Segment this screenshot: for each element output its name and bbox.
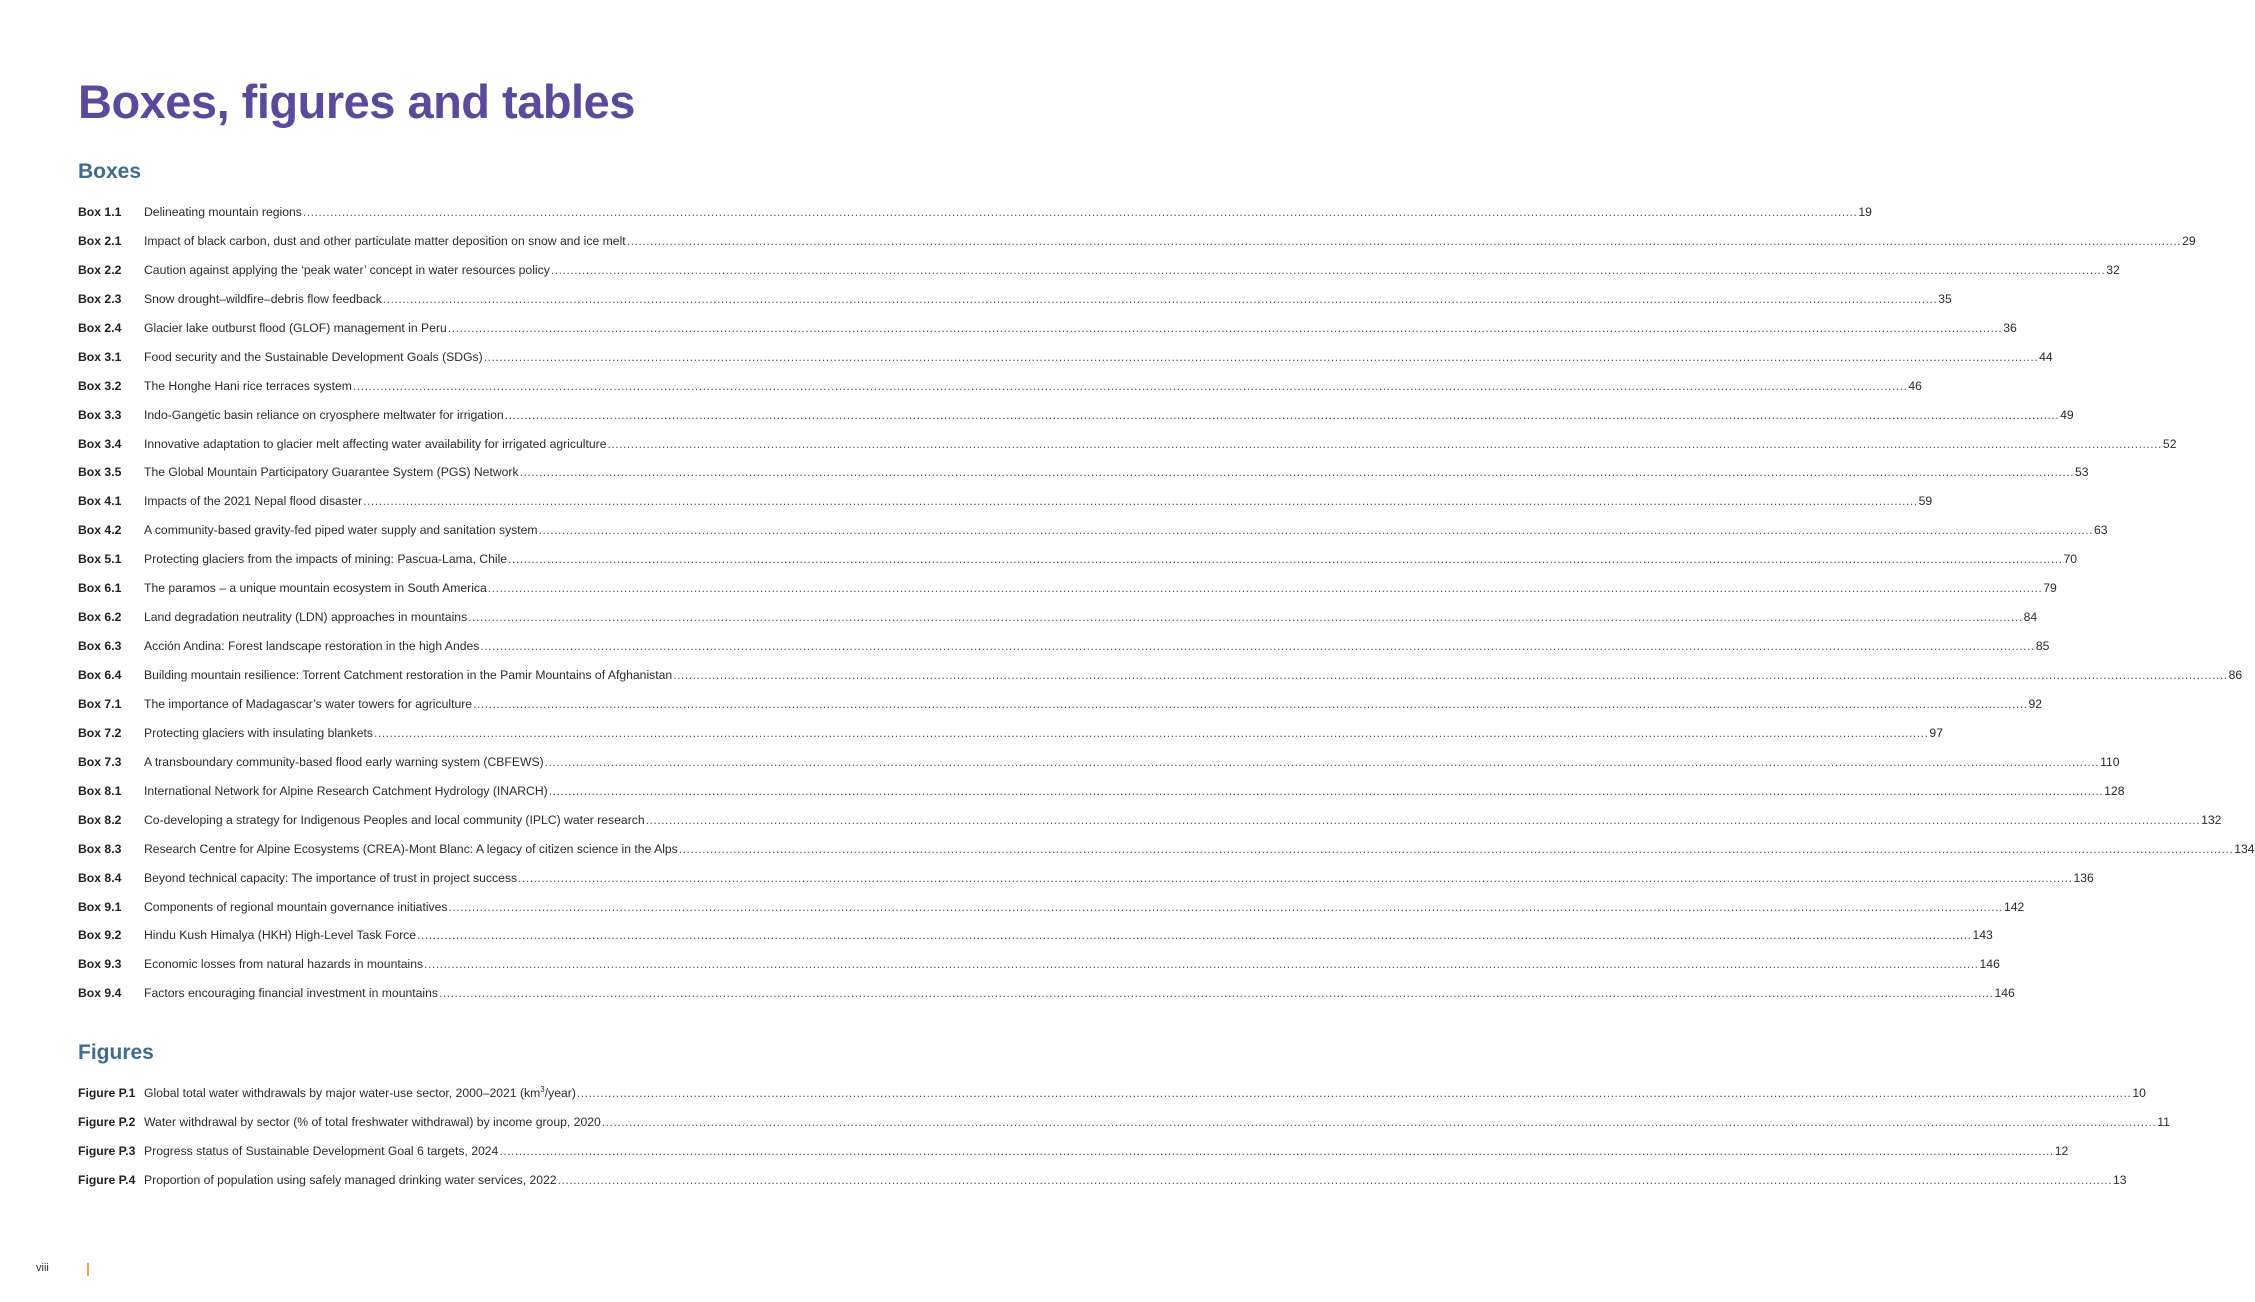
box-entry-page: 92 (2028, 696, 2043, 711)
dot-leader: ................................................................................................................................................................................................................................................................................................................................................................................................................ (487, 581, 2043, 596)
box-entry[interactable] (78, 203, 1872, 232)
box-entry-label: Box 8.2 (78, 812, 122, 827)
box-entry-title: Building mountain resilience: Torrent Catchment restoration in the Pamir Mountains of Afghanistan (144, 668, 673, 682)
box-entry-page: 70 (2063, 552, 2078, 567)
dot-leader: ................................................................................................................................................................................................................................................................................................................................................................................................................ (504, 407, 2060, 422)
box-entry-title: Research Centre for Alpine Ecosystems (CREA)-Mont Blanc: A legacy of citizen science in the Alps (144, 841, 678, 856)
box-entry[interactable] (78, 753, 2120, 782)
box-entry-label: Box 6.4 (78, 668, 122, 682)
box-entry-title: Indo-Gangetic basin reliance on cryosphere meltwater for irrigation (144, 407, 504, 422)
figure-entry-label: Figure P.4 (78, 1172, 136, 1187)
box-entry[interactable] (78, 637, 2050, 666)
dot-leader: ................................................................................................................................................................................................................................................................................................................................................................................................................ (508, 552, 2063, 567)
dot-leader: ................................................................................................................................................................................................................................................................................................................................................................................................................ (447, 320, 2003, 335)
box-entry-title: Innovative adaptation to glacier melt affecting water availability for irrigated agriculture (144, 436, 607, 451)
dot-leader: ................................................................................................................................................................................................................................................................................................................................................................................................................ (544, 754, 2100, 769)
box-entry[interactable] (78, 608, 2038, 637)
box-entry[interactable] (78, 550, 2078, 579)
figures-list (78, 1084, 2170, 1200)
dot-leader: ................................................................................................................................................................................................................................................................................................................................................................................................................ (363, 494, 1918, 509)
box-entry-page: 19 (1858, 205, 1872, 219)
dot-leader: ................................................................................................................................................................................................................................................................................................................................................................................................................ (645, 812, 2201, 827)
box-entry-title: Components of regional mountain governance initiatives (144, 899, 448, 914)
box-entry-label: Box 2.4 (78, 320, 122, 335)
box-entry[interactable] (78, 926, 1993, 955)
box-entry-page: 49 (2060, 407, 2074, 422)
box-entry-label: Box 9.4 (78, 986, 122, 1001)
box-entry-label: Box 6.2 (78, 610, 122, 625)
box-entry[interactable] (78, 984, 2015, 1013)
box-entry-page: 84 (2023, 610, 2038, 625)
dot-leader: ................................................................................................................................................................................................................................................................................................................................................................................................................ (417, 928, 1972, 943)
footer-accent-bar (87, 1263, 89, 1276)
box-entry[interactable] (78, 811, 2222, 840)
box-entry-title: Land degradation neutrality (LDN) approaches in mountains (144, 610, 468, 625)
box-entry-label: Box 3.5 (78, 465, 122, 480)
box-entry-page: 136 (2073, 870, 2094, 885)
dot-leader: ................................................................................................................................................................................................................................................................................................................................................................................................................ (439, 986, 1994, 1001)
box-entry-title: Protecting glaciers with insulating blankets (144, 725, 373, 740)
figure-entry-label: Figure P.3 (78, 1143, 136, 1158)
dot-leader: ................................................................................................................................................................................................................................................................................................................................................................................................................ (518, 870, 2073, 885)
box-entry-title: A community-based gravity-fed piped water supply and sanitation system (144, 523, 538, 538)
box-entry-label: Box 6.1 (78, 581, 122, 596)
box-entry[interactable] (78, 840, 2255, 869)
box-entry-label: Box 2.3 (78, 291, 122, 306)
box-entry-label: Box 9.2 (78, 928, 122, 943)
box-entry-page: 128 (2104, 783, 2125, 798)
page-title: Boxes, figures and tables (78, 75, 635, 128)
figure-entry-page: 11 (2157, 1114, 2170, 1129)
box-entry-title: Glacier lake outburst flood (GLOF) management in Peru (144, 320, 447, 335)
page-number: viii (36, 1262, 49, 1274)
box-entry[interactable] (78, 463, 2089, 492)
box-entry[interactable] (78, 955, 2000, 984)
box-entry-page: 46 (1908, 378, 1922, 393)
box-entry[interactable] (78, 290, 1952, 319)
box-entry-title: Co-developing a strategy for Indigenous Peoples and local community (IPLC) water research (144, 812, 645, 827)
box-entry[interactable] (78, 377, 1922, 406)
box-entry-page: 44 (2039, 349, 2053, 364)
box-entry-page: 59 (1918, 494, 1933, 509)
box-entry-page: 63 (2094, 523, 2108, 538)
figures-heading: Figures (78, 1041, 154, 1064)
figure-entry-title: Progress status of Sustainable Development Goal 6 targets, 2024 (144, 1143, 499, 1158)
box-entry-title: Beyond technical capacity: The importance of trust in project success (144, 870, 518, 885)
figure-entry-label: Figure P.2 (78, 1114, 136, 1129)
figure-entry-page: 12 (2054, 1143, 2069, 1158)
boxes-list (78, 203, 2255, 1013)
figure-entry-title: Global total water withdrawals by major water-use sector, 2000–2021 $(km^3/year)$ (144, 1084, 576, 1100)
box-entry[interactable] (78, 898, 2025, 927)
box-entry-title: Factors encouraging financial investment in mountains (144, 986, 439, 1001)
box-entry-label: Box 7.1 (78, 696, 122, 711)
box-entry-page: 29 (2182, 233, 2196, 248)
box-entry-label: Box 9.3 (78, 957, 122, 972)
box-entry-page: 85 (2035, 639, 2050, 654)
box-entry-page: 36 (2003, 320, 2017, 335)
figure-entry-page: 10 (2132, 1086, 2146, 1100)
box-entry-label: Box 4.2 (78, 523, 122, 538)
box-entry[interactable] (78, 695, 2043, 724)
dot-leader: ................................................................................................................................................................................................................................................................................................................................................................................................................ (382, 291, 1938, 306)
box-entry[interactable] (78, 521, 2108, 550)
box-entry-title: The Honghe Hani rice terraces system (144, 378, 352, 393)
box-entry[interactable] (78, 579, 2057, 608)
box-entry-page: 97 (1929, 725, 1943, 740)
box-entry-title: Impact of black carbon, dust and other particulate matter deposition on snow and ice melt (144, 233, 626, 248)
box-entry[interactable] (78, 319, 2017, 348)
dot-leader: ................................................................................................................................................................................................................................................................................................................................................................................................................ (548, 783, 2104, 798)
figure-entry-page: 13 (2113, 1172, 2127, 1187)
box-entry-page: 79 (2043, 581, 2057, 596)
dot-leader: ................................................................................................................................................................................................................................................................................................................................................................................................................ (480, 639, 2035, 654)
box-entry-title: Economic losses from natural hazards in mountains (144, 957, 424, 972)
figure-entry[interactable] (78, 1113, 2170, 1142)
dot-leader: ................................................................................................................................................................................................................................................................................................................................................................................................................ (576, 1086, 2132, 1100)
dot-leader: ................................................................................................................................................................................................................................................................................................................................................................................................................ (373, 725, 1929, 740)
box-entry-title: Snow drought–wildfire–debris flow feedback (144, 291, 382, 306)
figure-entry[interactable] (78, 1171, 2127, 1200)
box-entry-title: Acción Andina: Forest landscape restoration in the high Andes (144, 639, 480, 654)
box-entry[interactable] (78, 232, 2196, 261)
box-entry-label: Box 5.1 (78, 552, 122, 567)
box-entry-title: The Global Mountain Participatory Guarantee System (PGS) Network (144, 465, 519, 480)
box-entry[interactable] (78, 666, 2243, 695)
box-entry-page: 86 (2228, 668, 2243, 682)
figure-entry-label: Figure P.1 (78, 1086, 136, 1100)
box-entry[interactable] (78, 261, 2120, 290)
box-entry-title: Caution against applying the ‘peak water’ concept in water resources policy (144, 262, 550, 277)
dot-leader: ................................................................................................................................................................................................................................................................................................................................................................................................................ (448, 899, 2003, 914)
box-entry[interactable] (78, 724, 1943, 753)
dot-leader: ................................................................................................................................................................................................................................................................................................................................................................................................................ (424, 957, 1979, 972)
dot-leader: ................................................................................................................................................................................................................................................................................................................................................................................................................ (601, 1114, 2157, 1129)
boxes-heading: Boxes (78, 160, 142, 183)
box-entry-label: Box 7.3 (78, 754, 122, 769)
box-entry-label: Box 4.1 (78, 494, 122, 509)
box-entry-label: Box 3.4 (78, 436, 122, 451)
box-entry-page: 143 (1972, 928, 1993, 943)
box-entry-page: 142 (2003, 899, 2025, 914)
box-entry[interactable] (78, 435, 2177, 464)
box-entry-label: Box 1.1 (78, 205, 122, 219)
box-entry[interactable] (78, 348, 2053, 377)
dot-leader: ................................................................................................................................................................................................................................................................................................................................................................................................................ (302, 205, 1858, 219)
box-entry-page: 134 (2234, 841, 2255, 856)
dot-leader: ................................................................................................................................................................................................................................................................................................................................................................................................................ (352, 378, 1908, 393)
dot-leader: ................................................................................................................................................................................................................................................................................................................................................................................................................ (626, 233, 2182, 248)
figure-entry[interactable] (78, 1084, 2146, 1113)
box-entry-title: International Network for Alpine Research Catchment Hydrology (INARCH) (144, 783, 548, 798)
box-entry-label: Box 3.1 (78, 349, 122, 364)
box-entry-page: 52 (2162, 436, 2177, 451)
dot-leader: ................................................................................................................................................................................................................................................................................................................................................................................................................ (483, 349, 2039, 364)
dot-leader: ................................................................................................................................................................................................................................................................................................................................................................................................................ (499, 1143, 2054, 1158)
box-entry-title: Food security and the Sustainable Development Goals (SDGs) (144, 349, 483, 364)
figure-entry-title: Proportion of population using safely managed drinking water services, 2022 (144, 1172, 557, 1187)
dot-leader: ................................................................................................................................................................................................................................................................................................................................................................................................................ (673, 668, 2228, 682)
dot-leader: ................................................................................................................................................................................................................................................................................................................................................................................................................ (607, 436, 2162, 451)
dot-leader: ................................................................................................................................................................................................................................................................................................................................................................................................................ (538, 523, 2094, 538)
box-entry-label: Box 9.1 (78, 899, 122, 914)
dot-leader: ................................................................................................................................................................................................................................................................................................................................................................................................................ (468, 610, 2023, 625)
box-entry-page: 110 (2100, 754, 2120, 769)
box-entry-page: 53 (2075, 465, 2089, 480)
box-entry-label: Box 3.3 (78, 407, 122, 422)
box-entry-label: Box 8.1 (78, 783, 122, 798)
box-entry-title: The importance of Madagascar’s water towers for agriculture (144, 696, 473, 711)
box-entry-page: 35 (1938, 291, 1952, 306)
box-entry-page: 146 (1994, 986, 2015, 1001)
figure-entry-title: Water withdrawal by sector (% of total freshwater withdrawal) by income group, 2020 (144, 1114, 601, 1129)
box-entry-label: Box 2.2 (78, 262, 122, 277)
box-entry[interactable] (78, 869, 2094, 898)
figure-entry[interactable] (78, 1142, 2069, 1171)
box-entry[interactable] (78, 406, 2074, 435)
dot-leader: ................................................................................................................................................................................................................................................................................................................................................................................................................ (473, 696, 2028, 711)
box-entry-title: The paramos – a unique mountain ecosystem in South America (144, 581, 487, 596)
box-entry-label: Box 7.2 (78, 725, 122, 740)
superscript: 3 (540, 1084, 545, 1094)
box-entry-title: Impacts of the 2021 Nepal flood disaster (144, 494, 363, 509)
dot-leader: ................................................................................................................................................................................................................................................................................................................................................................................................................ (550, 262, 2106, 277)
box-entry-title: A transboundary community-based flood early warning system (CBFEWS) (144, 754, 544, 769)
box-entry-label: Box 8.3 (78, 841, 122, 856)
box-entry[interactable] (78, 782, 2125, 811)
box-entry-page: 146 (1979, 957, 2000, 972)
dot-leader: ................................................................................................................................................................................................................................................................................................................................................................................................................ (678, 841, 2234, 856)
box-entry-page: 132 (2201, 812, 2222, 827)
box-entry[interactable] (78, 492, 1933, 521)
box-entry-label: Box 3.2 (78, 378, 122, 393)
box-entry-label: Box 8.4 (78, 870, 122, 885)
box-entry-page: 32 (2106, 262, 2120, 277)
box-entry-label: Box 6.3 (78, 639, 122, 654)
dot-leader: ................................................................................................................................................................................................................................................................................................................................................................................................................ (557, 1172, 2113, 1187)
box-entry-title: Hindu Kush Himalya (HKH) High-Level Task Force (144, 928, 417, 943)
dot-leader: ................................................................................................................................................................................................................................................................................................................................................................................................................ (519, 465, 2075, 480)
box-entry-title: Protecting glaciers from the impacts of mining: Pascua-Lama, Chile (144, 552, 508, 567)
box-entry-title: Delineating mountain regions (144, 205, 302, 219)
box-entry-label: Box 2.1 (78, 233, 122, 248)
